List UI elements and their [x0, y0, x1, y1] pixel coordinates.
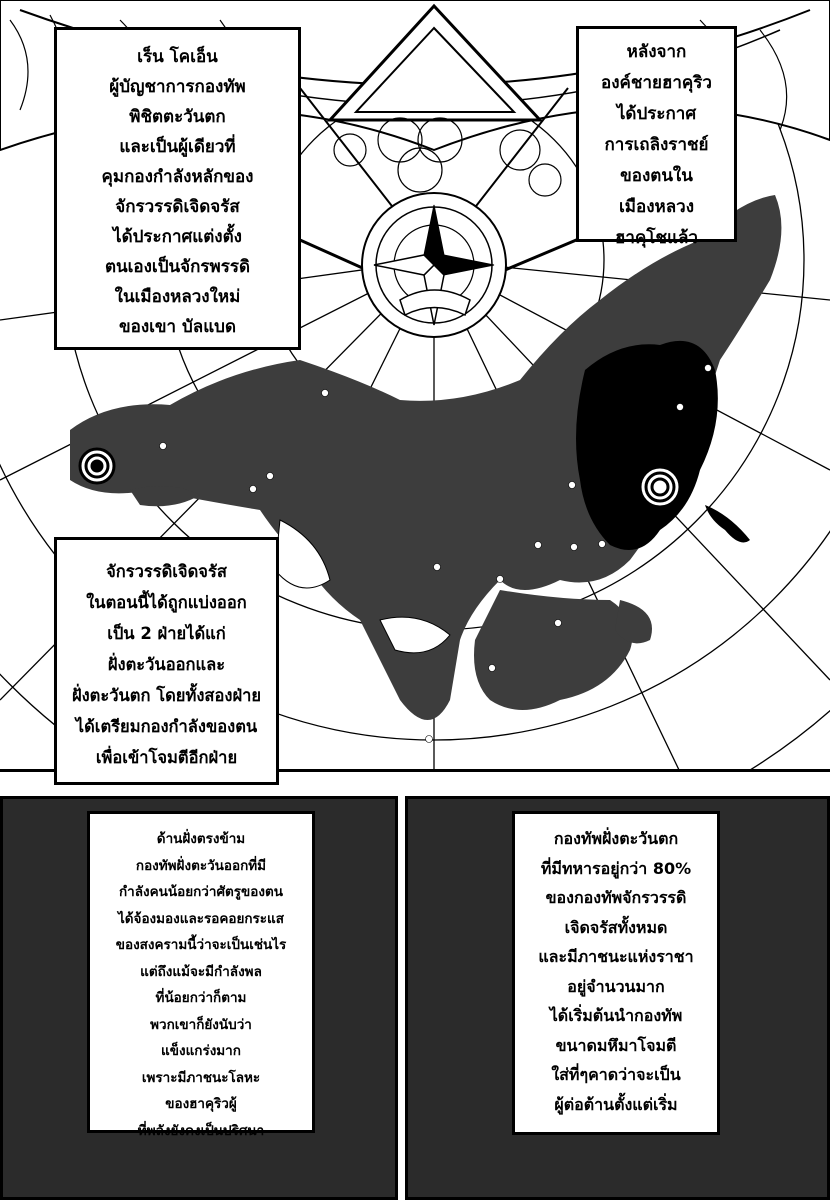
- caption-line: ตนเองเป็นจักรพรรดิ: [104, 257, 251, 277]
- caption-line: ได้เตรียมกองกำลังของตน: [75, 717, 258, 736]
- caption-line: อยู่จำนวนมาก: [567, 976, 665, 996]
- caption-line: เพื่อเข้าโจมตีอีกฝ่าย: [95, 748, 238, 767]
- caption-line: ฝั่งตะวันออกและ: [107, 655, 226, 674]
- caption-ren-koen: [54, 27, 301, 350]
- territory-east: [576, 341, 718, 550]
- caption-line: ได้ประกาศ: [616, 104, 697, 124]
- caption-line: ขนาดมหึมาโจมตี: [555, 1035, 677, 1055]
- caption-line: และมีภาชนะแห่งราชา: [538, 947, 694, 966]
- caption-line: เมืองหลวง: [619, 197, 694, 217]
- caption-hakuryuu: [576, 26, 737, 248]
- caption-line: แต่ถึงแม้จะมีกำลังพล: [140, 963, 262, 980]
- caption-line: จักรวรรดิเจิดจรัส: [106, 562, 227, 581]
- caption-line: หลังจาก: [626, 42, 687, 62]
- caption-line: เพราะมีภาชนะโลหะ: [141, 1069, 261, 1086]
- territory-south: [474, 590, 633, 710]
- caption-line: ของตนใน: [620, 166, 693, 186]
- caption-west-army: [512, 811, 720, 1135]
- caption-line: ผู้ต่อต้านตั้งแต่เริ่ม: [554, 1094, 678, 1114]
- capital-marker-hakusho: [643, 470, 677, 504]
- caption-line: คุมกองกำลังหลักของ: [101, 167, 254, 187]
- caption-line: ใส่ที่ๆคาดว่าจะเป็น: [551, 1065, 681, 1084]
- caption-line: เป็น 2 ฝ่ายได้แก่: [107, 624, 226, 643]
- caption-line: ของสงครามนี้ว่าจะเป็นเช่นไร: [115, 937, 287, 953]
- caption-line: ในเมืองหลวงใหม่: [114, 287, 241, 307]
- capital-marker-balbadd: [80, 449, 114, 483]
- caption-line: เจิดจรัสทั้งหมด: [564, 917, 668, 937]
- caption-line: ด้านฝั่งตรงข้าม: [156, 831, 246, 847]
- caption-line: ของกองทัพจักรวรรดิ: [545, 888, 687, 907]
- compass-rose-icon: [362, 193, 506, 337]
- caption-line: พวกเขาก็ยังนับว่า: [150, 1016, 252, 1033]
- caption-line: กองทัพฝั่งตะวันตก: [553, 829, 679, 848]
- caption-line: ผู้บัญชาการกองทัพ: [109, 77, 246, 97]
- caption-line: จักรวรรดิเจิดจรัส: [115, 197, 240, 217]
- caption-line: ที่น้อยกว่าก็ตาม: [155, 990, 247, 1006]
- caption-line: พิชิตตะวันตก: [129, 107, 226, 127]
- caption-line: ฝั่งตะวันตก โดยทั้งสองฝ่าย: [71, 686, 262, 705]
- caption-line: กำลังคนน้อยกว่าศัตรูของตน: [119, 884, 283, 900]
- caption-line: ฮาคุโชแล้ว: [615, 228, 698, 248]
- caption-line: ที่มีทหารอยู่กว่า 80%: [540, 858, 692, 878]
- caption-line: ของเขา บัลแบด: [118, 317, 237, 337]
- caption-line: ของฮาคุริวผู้: [165, 1096, 237, 1112]
- caption-line: แข็งแกร่งมาก: [161, 1043, 241, 1059]
- island-east: [705, 505, 750, 542]
- caption-line: การเถลิงราชย์: [604, 135, 709, 155]
- caption-line: ในตอนนี้ได้ถูกแบ่งออก: [86, 593, 247, 612]
- caption-line: ที่พลังยังคงเป็นปริศนา: [137, 1122, 265, 1139]
- caption-line: กองทัพฝั่งตะวันออกที่มี: [135, 857, 267, 874]
- caption-east-army: [87, 811, 315, 1139]
- caption-empire-divided: [54, 537, 279, 785]
- caption-line: องค์ชายฮาคุริว: [601, 73, 712, 93]
- caption-line: ได้จ้องมองและรอคอยกระแส: [117, 910, 284, 927]
- caption-line: ได้ประกาศแต่งตั้ง: [113, 227, 242, 247]
- caption-line: เร็น โคเอ็น: [137, 47, 218, 67]
- caption-line: ได้เริ่มต้นนำกองทัพ: [549, 1006, 683, 1025]
- caption-line: และเป็นผู้เดียวที่: [119, 137, 236, 157]
